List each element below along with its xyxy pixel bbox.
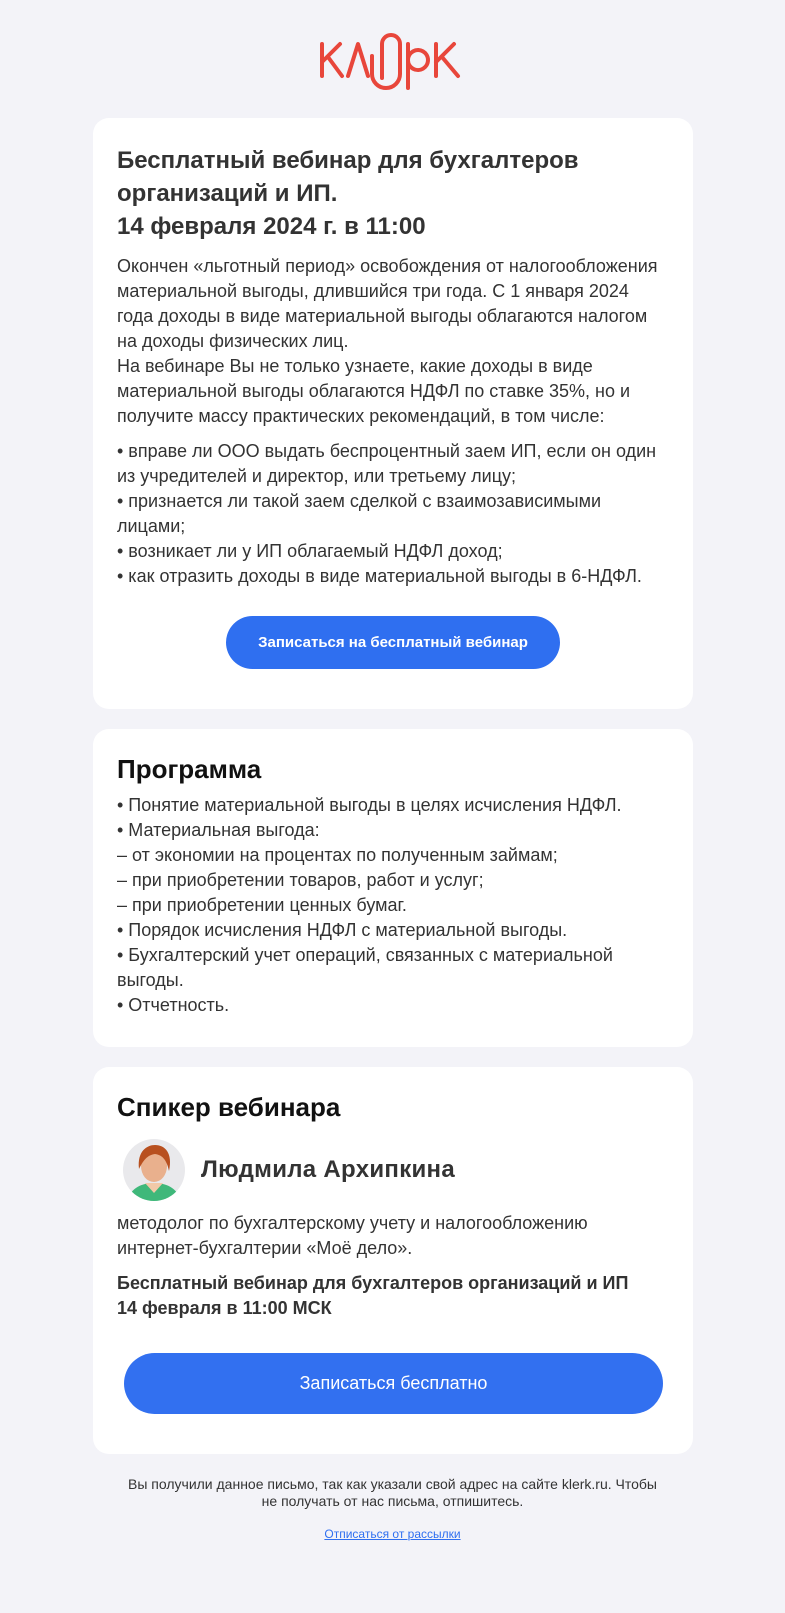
program-list xyxy=(117,793,669,1018)
list-item: – от экономии на процентах по полученным займам; xyxy=(117,845,558,865)
speaker-row xyxy=(123,1139,455,1201)
list-item: – при приобретении ценных бумаг. xyxy=(117,895,407,915)
event-summary: Бесплатный вебинар для бухгалтеров организаций и ИП 14 февраля в 11:00 МСК xyxy=(117,1273,629,1318)
list-item: • Понятие материальной выгоды в целях исчисления НДФЛ. xyxy=(117,795,622,815)
webinar-title: Бесплатный вебинар для бухгалтеров организаций и ИП. 14 февраля 2024 г. в 11:00 xyxy=(117,147,579,240)
list-item: • как отразить доходы в виде материальной выгоды в 6-НДФЛ. xyxy=(117,566,642,586)
list-item: лицами; xyxy=(117,516,186,536)
footer-notice: Вы получили данное письмо, так как указали свой адрес на сайте klerk.ru. Чтобы не получать от нас письма, отпишитесь. xyxy=(128,1476,657,1509)
header xyxy=(0,0,785,118)
klerk-logo[interactable] xyxy=(320,30,466,92)
list-item: • Бухгалтерский учет операций, связанных с материальной xyxy=(117,945,613,965)
avatar xyxy=(123,1139,185,1201)
intro-card xyxy=(93,118,693,709)
list-item: • вправе ли ООО выдать беспроцентный заем ИП, если он один xyxy=(117,441,657,461)
list-item: • возникает ли у ИП облагаемый НДФЛ доход; xyxy=(117,541,503,561)
list-item: • признается ли такой заем сделкой с взаимозависимыми xyxy=(117,491,602,511)
list-item: • Материальная выгода: xyxy=(117,820,320,840)
register-webinar-button[interactable]: Записаться на бесплатный вебинар xyxy=(226,616,560,669)
list-item: выгоды. xyxy=(117,970,184,990)
list-item: • Порядок исчисления НДФЛ с материальной выгоды. xyxy=(117,920,568,940)
program-card xyxy=(93,729,693,1047)
intro-paragraph: Окончен «льготный период» освобождения от налогообложения материальной выгоды, длившийся три года. С 1 января 2024 года доходы в виде материальной выгоды облагаются налогом на доходы физических лиц. На вебинаре Вы не только узнаете, какие доходы в виде материальной выгоды облагаются НДФЛ по ставке 35%, но и получите массу практических рекомендаций, в том числе: xyxy=(117,256,658,426)
list-item: – при приобретении товаров, работ и услуг; xyxy=(117,870,484,890)
speaker-role: методолог по бухгалтерскому учету и налогообложению интернет-бухгалтерии «Моё дело». xyxy=(117,1213,588,1258)
speaker-photo xyxy=(123,1139,185,1201)
speaker-section-title: Спикер вебинара xyxy=(117,1092,341,1122)
list-item: • Отчетность. xyxy=(117,995,230,1015)
speaker-card xyxy=(93,1067,693,1454)
intro-bullet-list xyxy=(117,439,669,589)
list-item: из учредителей и директор, или третьему лицу; xyxy=(117,466,517,486)
unsubscribe-link[interactable]: Отписаться от рассылки xyxy=(324,1527,461,1541)
speaker-name: Людмила Архипкина xyxy=(201,1156,456,1183)
register-free-button[interactable]: Записаться бесплатно xyxy=(124,1353,663,1414)
program-title: Программа xyxy=(117,754,262,784)
